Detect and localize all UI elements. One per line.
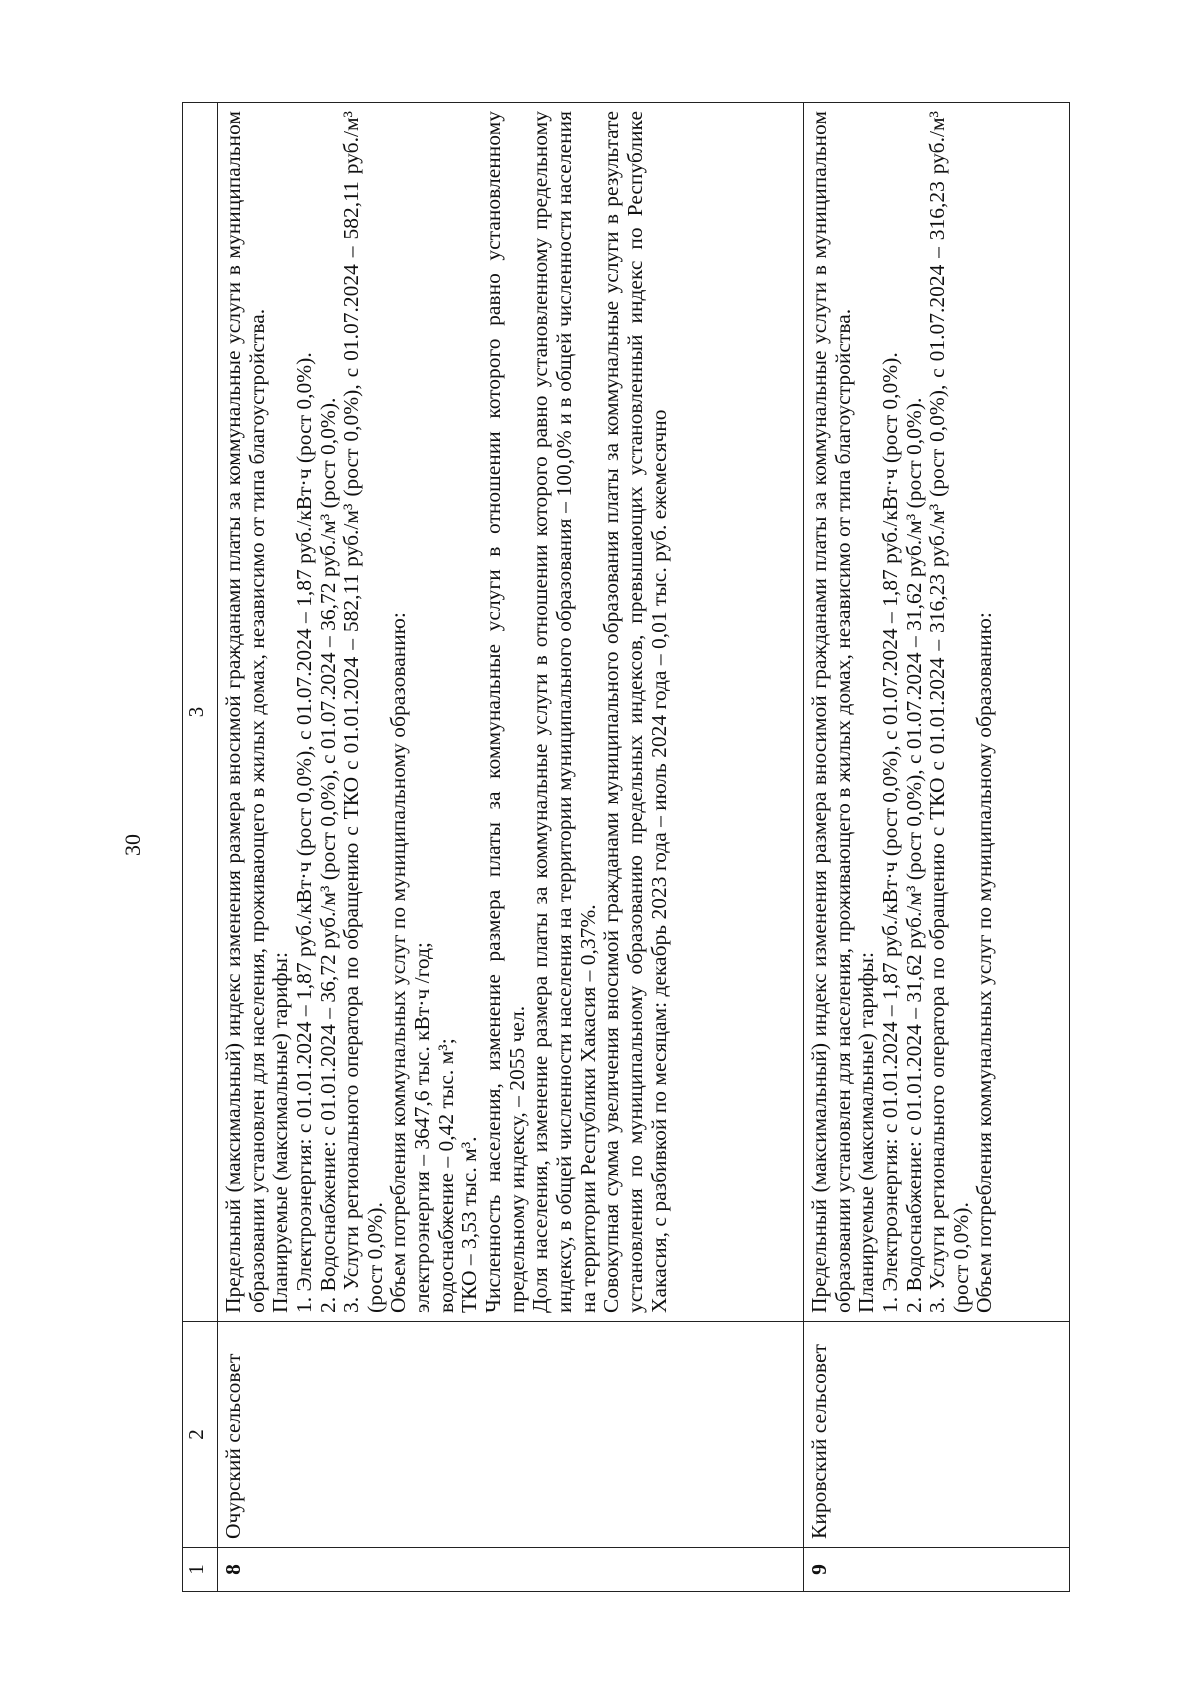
description-line: 1. Электроэнергия: с 01.01.2024 – 1,87 руб./кВт·ч (рост 0,0%), с 01.07.2024 – 1,87 руб./кВт·ч (рост 0,0%). <box>877 352 902 1313</box>
header-col-1: 1 <box>183 1548 218 1592</box>
description-line: Численность населения, изменение размера платы за коммунальные услуги в отношении которого равно установленному предельному индексу, – 2055 чел. <box>481 111 529 1313</box>
description-line: Планируемые (максимальные) тарифы: <box>854 952 879 1313</box>
page-number: 30 <box>120 834 145 856</box>
rotated-sheet <box>182 102 1070 1592</box>
description-line: Объем потребления коммунальных услуг по муниципальному образованию: <box>972 612 997 1313</box>
description-line: 2. Водоснабжение: с 01.01.2024 – 31,62 руб./м³ (рост 0,0%), с 01.07.2024 – 31,62 руб./м³ (рост 0,0%). <box>901 397 926 1313</box>
description-line: Предельный (максимальный) индекс изменения размера вносимой гражданами платы за коммунальные услуги в муниципальном образовании установлен для населения, проживающего в жилых домах, независимо от типа благоустройства. <box>807 111 855 1313</box>
row-description <box>804 103 1070 1322</box>
description-line: Объем потребления коммунальных услуг по муниципальному образованию: <box>386 612 411 1313</box>
municipality-name: Кировский сельсовет <box>804 1322 1070 1548</box>
description-line: 2. Водоснабжение: с 01.01.2024 – 36,72 руб./м³ (рост 0,0%), с 01.07.2024 – 36,72 руб./м³ (рост 0,0%). <box>315 397 340 1313</box>
row-number: 9 <box>804 1548 1070 1592</box>
description-line: Совокупная сумма увеличения вносимой гражданами муниципального образования платы за коммунальные услуги в результате установления по муниципальному образованию предельных индексов, превышающих установленный индекс по Республике Хакасия, с разбивкой по месяцам: декабрь 2023 года – июль 2024 года – 0,01 тыс. руб. ежемесячно <box>599 111 671 1313</box>
description-line: Планируемые (максимальные) тарифы: <box>268 952 293 1313</box>
description-line: ТКО – 3,53 тыс. м³. <box>457 1136 482 1313</box>
description-line: Предельный (максимальный) индекс изменения размера вносимой гражданами платы за коммунальные услуги в муниципальном образовании установлен для населения, проживающего в жилых домах, независимо от типа благоустройства. <box>221 111 269 1313</box>
description-line: водоснабжение – 0,42 тыс. м³; <box>433 1038 458 1313</box>
table-row <box>218 103 804 1592</box>
row-number: 8 <box>218 1548 804 1592</box>
row-description <box>218 103 804 1322</box>
header-col-2: 2 <box>183 1322 218 1548</box>
municipality-name: Очурский сельсовет <box>218 1322 804 1548</box>
description-line: 1. Электроэнергия: с 01.01.2024 – 1,87 руб./кВт·ч (рост 0,0%), с 01.07.2024 – 1,87 руб./кВт·ч (рост 0,0%). <box>291 352 316 1313</box>
table-row <box>804 103 1070 1592</box>
description-line: 3. Услуги регионального оператора по обращению с ТКО с 01.01.2024 – 316,23 руб./м³ (рост 0,0%), с 01.07.2024 – 316,23 руб./м³ (рост 0,0%). <box>925 111 973 1313</box>
description-line: 3. Услуги регионального оператора по обращению с ТКО с 01.01.2024 – 582,11 руб./м³ (рост 0,0%), с 01.07.2024 – 582,11 руб./м³ (рост 0,0%). <box>339 111 387 1313</box>
description-line: электроэнергия – 3647,6 тыс. кВт·ч /год; <box>410 942 435 1313</box>
tariff-table <box>182 102 1070 1592</box>
description-line: Доля населения, изменение размера платы за коммунальные услуги в отношении которого равно установленному предельному индексу, в общей численности населения на территории муниципального образования – 100,0% и в общей численности населения на территории Республики Хакасия – 0,37%. <box>528 111 600 1313</box>
table-header-row <box>183 103 218 1592</box>
header-col-3: 3 <box>183 103 218 1322</box>
